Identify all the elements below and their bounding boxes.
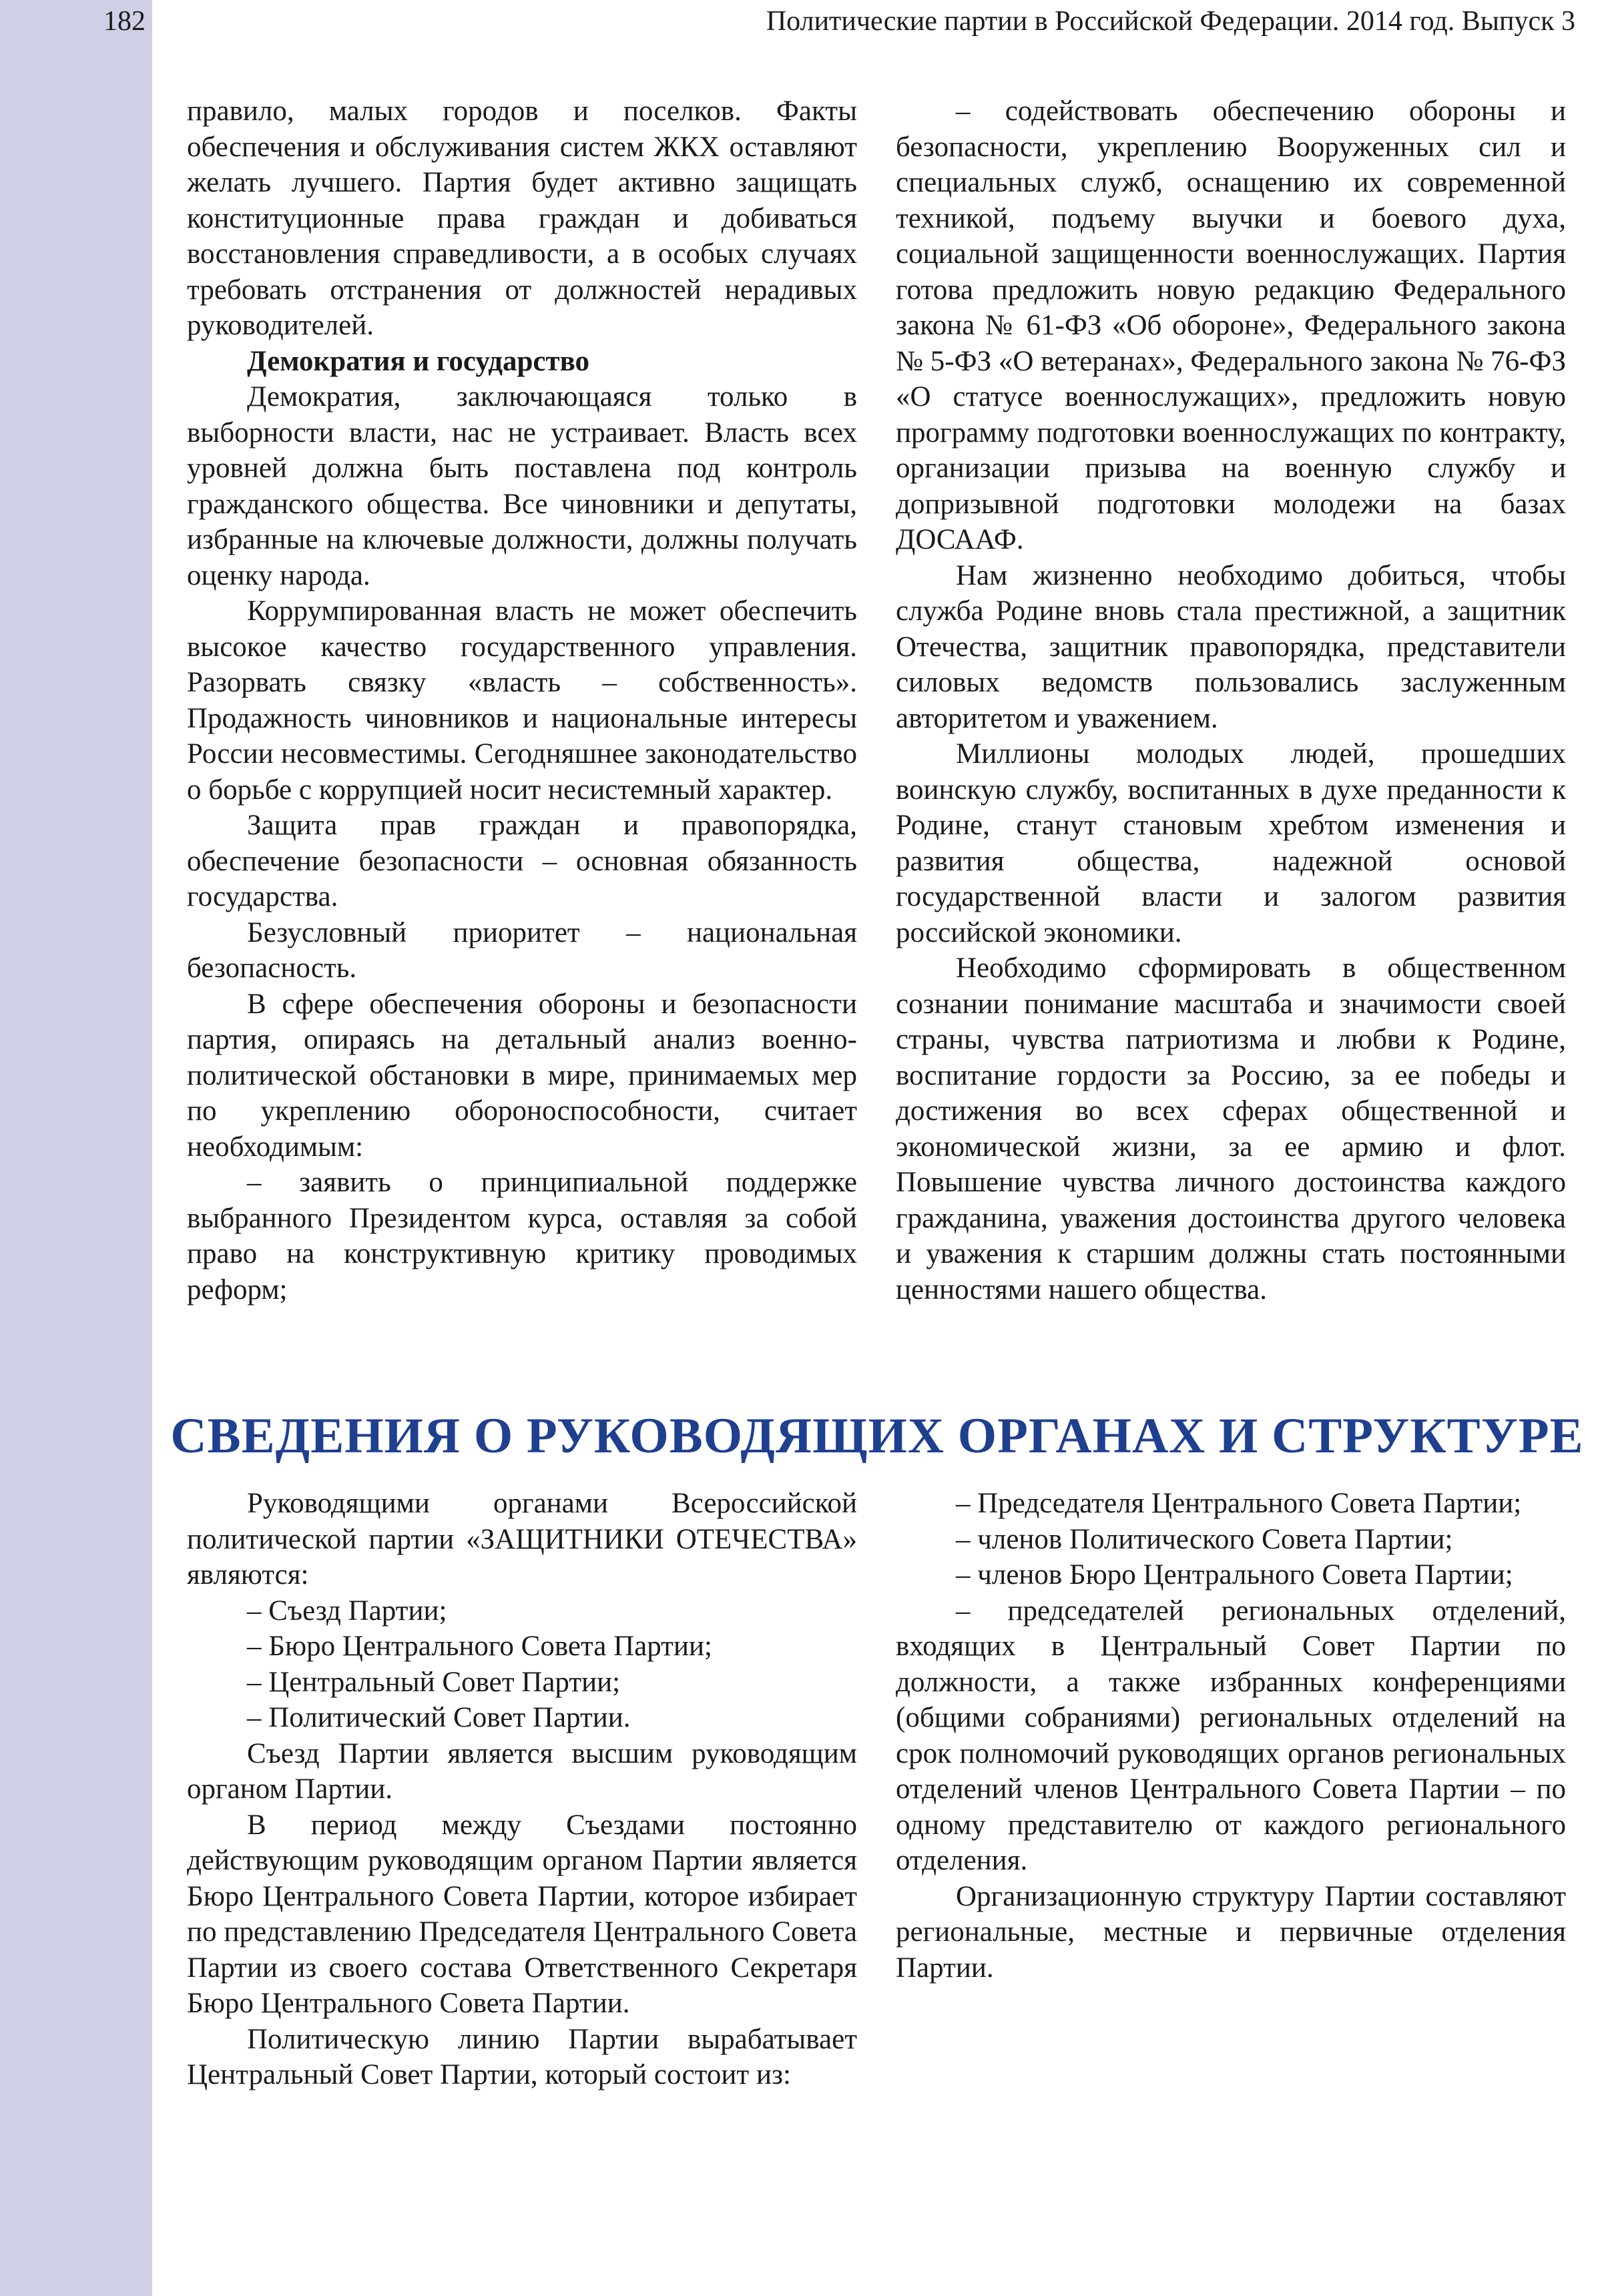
top-right-paragraph: Миллионы молодых людей, прошедших воинскую службу, воспитанных в духе преданности к Родине, станут становым хребтом изменения и развития общества, надежной основой государственной власти и залогом развития российской экономики. (896, 738, 1566, 948)
top-left-paragraph: правило, малых городов и поселков. Факты обеспечения и обслуживания систем ЖКХ оставляют желать лучшего. Партия будет активно защищать конституционные права граждан и добиваться восстановления справедливости, а в особых случаях требовать отстранения от должностей нерадивых руководителей. (187, 95, 857, 341)
bottom-right-paragraph: – председателей региональных отделений, входящих в Центральный Совет Партии по должности, а также избранных конференциями (общими собраниями) региональных отделений на срок полномочий руководящих органов региональных отделений членов Центрального Совета Партии – по одному представителю от каждого регионального отделения. (896, 1595, 1566, 1876)
bottom-right-paragraph: – Председателя Центрального Совета Партии; (956, 1488, 1522, 1519)
bottom-left-paragraph: – Центральный Совет Партии; (247, 1666, 621, 1698)
section-heading: СВЕДЕНИЯ О РУКОВОДЯЩИХ ОРГАНАХ И СТРУКТУРЕ (170, 1408, 1584, 1464)
bottom-right-paragraph: – членов Бюро Центрального Совета Партии; (956, 1559, 1513, 1591)
top-right-paragraph: – содействовать обеспечению обороны и безопасности, укреплению Вооруженных сил и специальных служб, оснащению их современной техникой, подъему выучки и боевого духа, социальной защищенности военнослужащих. Партия готова предложить новую редакцию Федерального закона № 61-ФЗ «Об обороне», Федерального закона № 5-ФЗ «О ветеранах», Федерального закона № 76-ФЗ «О статусе военнослужащих», предложить новую программу подготовки военнослужащих по контракту, организации призыва на военную службу и допризывной подготовки молодежи на базах ДОСААФ. (896, 95, 1566, 555)
top-left-paragraph: В сфере обеспечения обороны и безопасности партия, опираясь на детальный анализ военно-политической обстановки в мире, принимаемых мер по укреплению обороноспособности, считает необходимым: (187, 988, 857, 1163)
bottom-right-paragraph: – членов Политического Совета Партии; (956, 1523, 1453, 1555)
top-right-paragraph: Нам жизненно необходимо добиться, чтобы служба Родине вновь стала престижной, а защитник Отечества, защитник правопорядка, представители силовых ведомств пользовались заслуженным авторитетом и уважением. (896, 559, 1566, 734)
top-left-paragraph: Коррумпированная власть не может обеспечить высокое качество государственного управления. Разорвать связку «власть – собственность». Продажность чиновников и национальные интересы России несовместимы. Сегодняшнее законодательство о борьбе с коррупцией носит несистемный характер. (187, 595, 857, 806)
bottom-left-paragraph: Политическую линию Партии вырабатывает Центральный Совет Партии, который состоит из: (187, 2023, 857, 2090)
top-left-paragraph: Безусловный приоритет – национальная безопасность. (187, 916, 857, 984)
top-right-column (896, 93, 1566, 1308)
bottom-left-paragraph: – Съезд Партии; (247, 1595, 447, 1627)
top-right-paragraph: Необходимо сформировать в общественном сознании понимание масштаба и значимости своей страны, чувства патриотизма и любви к Родине, воспитание гордости за Россию, за ее победы и достижения во всех сферах общественной и экономической жизни, за ее армию и флот. Повышение чувства личного достоинства каждого гражданина, уважения достоинства другого человека и уважения к старшим должны стать постоянными ценностями нашего общества. (896, 952, 1566, 1306)
running-title: Политические партии в Российской Федерации. 2014 год. Выпуск 3 (766, 6, 1575, 37)
bottom-left-paragraph: – Бюро Центрального Совета Партии; (247, 1631, 712, 1662)
left-margin-band (0, 0, 152, 2296)
top-left-paragraph: Защита прав граждан и правопорядка, обеспечение безопасности – основная обязанность государства. (187, 810, 857, 912)
bottom-right-paragraph: Организационную структуру Партии составляют региональные, местные и первичные отделения Партии. (896, 1880, 1566, 1984)
bottom-left-paragraph: Съезд Партии является высшим руководящим органом Партии. (187, 1737, 857, 1805)
bottom-left-paragraph: В период между Съездами постоянно действующим руководящим органом Партии является Бюро Центрального Совета Партии, которое избирает по представлению Председателя Центрального Совета Партии из своего состава Ответственного Секретаря Бюро Центрального Совета Партии. (187, 1809, 857, 2019)
bottom-left-column (187, 1486, 857, 2093)
bottom-left-paragraph: – Политический Совет Партии. (247, 1702, 631, 1733)
subheading: Демократия и государство (247, 345, 589, 377)
page-number: 182 (103, 6, 146, 37)
top-left-paragraph: – заявить о принципиальной поддержке выбранного Президентом курса, оставляя за собой право на конструктивную критику проводимых реформ; (187, 1167, 857, 1306)
top-left-paragraph: Демократия, заключающаяся только в выборности власти, нас не устраивает. Власть всех уровней должна быть поставлена под контроль гражданского общества. Все чиновники и депутаты, избранные на ключевые должности, должны получать оценку народа. (187, 381, 857, 591)
top-left-column (187, 93, 857, 1308)
bottom-right-column (896, 1486, 1566, 1986)
bottom-left-paragraph: Руководящими органами Всероссийской политической партии «ЗАЩИТНИКИ ОТЕЧЕСТВА» являются: (187, 1488, 857, 1591)
